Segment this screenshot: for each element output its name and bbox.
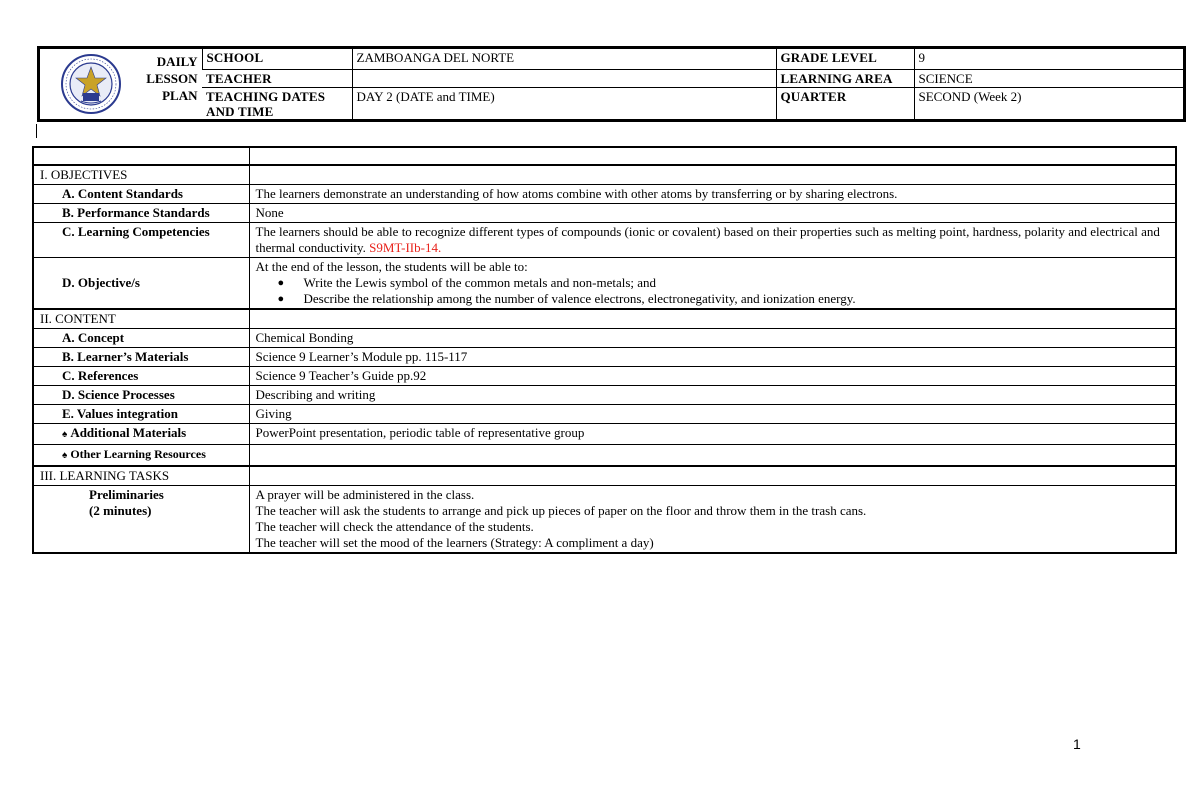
additional-label-cell xyxy=(33,424,249,445)
objective-label: D. Objective/s xyxy=(33,258,249,310)
page-number: 1 xyxy=(1073,736,1081,752)
references-label: C. References xyxy=(33,367,249,386)
content-standards-label: A. Content Standards xyxy=(33,185,249,204)
teacher-value xyxy=(352,69,776,87)
prelim-line-1: A prayer will be administered in the class. xyxy=(255,487,475,502)
preliminaries-label-cell xyxy=(33,486,249,554)
objective-intro: At the end of the lesson, the students will be able to: xyxy=(255,259,528,274)
school-label: SCHOOL xyxy=(202,49,352,69)
performance-row xyxy=(33,204,1176,223)
grade-value: 9 xyxy=(914,49,1183,69)
preliminaries-cell xyxy=(249,486,1176,554)
objective-list xyxy=(256,275,1170,307)
references-value: Science 9 Teacher’s Guide pp.92 xyxy=(249,367,1176,386)
objective-bullet-1: ● Write the Lewis symbol of the common metals and non-metals; and xyxy=(304,275,1170,291)
other-label: Other Learning Resources xyxy=(70,447,206,461)
other-row xyxy=(33,445,1176,467)
objective-row xyxy=(33,258,1176,310)
materials-label: B. Learner’s Materials xyxy=(33,348,249,367)
blank-cell-right xyxy=(249,147,1176,165)
concept-row xyxy=(33,329,1176,348)
dates-value: DAY 2 (DATE and TIME) xyxy=(352,87,776,120)
additional-label: Additional Materials xyxy=(70,425,187,440)
content-standards-row xyxy=(33,185,1176,204)
deped-seal-icon xyxy=(60,53,122,115)
objective-bullet-2: ● Describe the relationship among the number of valence electrons, electronegativity, and ionization energy. xyxy=(304,291,1170,307)
title-line-lesson: LESSON xyxy=(146,71,198,86)
content-empty xyxy=(249,309,1176,329)
prelim-line-2: The teacher will ask the students to arrange and pick up pieces of paper on the floor and throw them in the trash cans. xyxy=(255,503,867,518)
tasks-empty xyxy=(249,466,1176,486)
competencies-cell xyxy=(249,223,1176,258)
performance-label: B. Performance Standards xyxy=(33,204,249,223)
teacher-label: TEACHER xyxy=(202,69,352,87)
preliminaries-time: (2 minutes) xyxy=(89,503,152,518)
values-value: Giving xyxy=(249,405,1176,424)
area-value: SCIENCE xyxy=(914,69,1183,87)
blank-row xyxy=(33,147,1176,165)
title-line-plan: PLAN xyxy=(162,88,198,103)
concept-label: A. Concept xyxy=(33,329,249,348)
cursor-line xyxy=(36,124,37,138)
processes-label: D. Science Processes xyxy=(33,386,249,405)
preliminaries-row xyxy=(33,486,1176,554)
content-heading: II. CONTENT xyxy=(33,309,249,329)
preliminaries-label: Preliminaries xyxy=(89,487,164,502)
materials-row xyxy=(33,348,1176,367)
grade-label: GRADE LEVEL xyxy=(776,49,914,69)
school-value: ZAMBOANGA DEL NORTE xyxy=(352,49,776,69)
lesson-plan-table xyxy=(32,146,1177,554)
objectives-heading: I. OBJECTIVES xyxy=(33,165,249,185)
blank-cell-left xyxy=(33,147,249,165)
area-label: LEARNING AREA xyxy=(776,69,914,87)
content-row xyxy=(33,309,1176,329)
logo-cell xyxy=(40,49,202,120)
competencies-row xyxy=(33,223,1176,258)
references-row xyxy=(33,367,1176,386)
prelim-line-3: The teacher will check the attendance of the students. xyxy=(255,519,534,534)
quarter-value: SECOND (Week 2) xyxy=(914,87,1183,120)
header-box xyxy=(37,46,1186,122)
competencies-label: C. Learning Competencies xyxy=(33,223,249,258)
competency-code: S9MT-IIb-14. xyxy=(369,240,442,255)
competencies-value: The learners should be able to recognize different types of compounds (ionic or covalent) based on their properties such as melting point, hardness, polarity and electrical and thermal conductivity. xyxy=(255,224,1160,255)
dlp-title xyxy=(146,53,197,104)
processes-row xyxy=(33,386,1176,405)
title-line-daily: DAILY xyxy=(156,54,198,69)
header-table xyxy=(40,49,1183,120)
quarter-label: QUARTER xyxy=(776,87,914,120)
tasks-row xyxy=(33,466,1176,486)
concept-value: Chemical Bonding xyxy=(249,329,1176,348)
values-label: E. Values integration xyxy=(33,405,249,424)
materials-value: Science 9 Learner’s Module pp. 115-117 xyxy=(249,348,1176,367)
content-standards-value: The learners demonstrate an understanding of how atoms combine with other atoms by transferring or by sharing electrons. xyxy=(249,185,1176,204)
prelim-line-4: The teacher will set the mood of the learners (Strategy: A compliment a day) xyxy=(255,535,654,550)
dates-label: TEACHING DATES AND TIME xyxy=(202,87,352,120)
additional-value: PowerPoint presentation, periodic table of representative group xyxy=(249,424,1176,445)
objectives-row xyxy=(33,165,1176,185)
processes-value: Describing and writing xyxy=(249,386,1176,405)
performance-value: None xyxy=(249,204,1176,223)
other-value xyxy=(249,445,1176,467)
objective-cell xyxy=(249,258,1176,310)
other-label-cell xyxy=(33,445,249,467)
additional-row xyxy=(33,424,1176,445)
tasks-heading: III. LEARNING TASKS xyxy=(33,466,249,486)
objectives-empty xyxy=(249,165,1176,185)
values-row xyxy=(33,405,1176,424)
